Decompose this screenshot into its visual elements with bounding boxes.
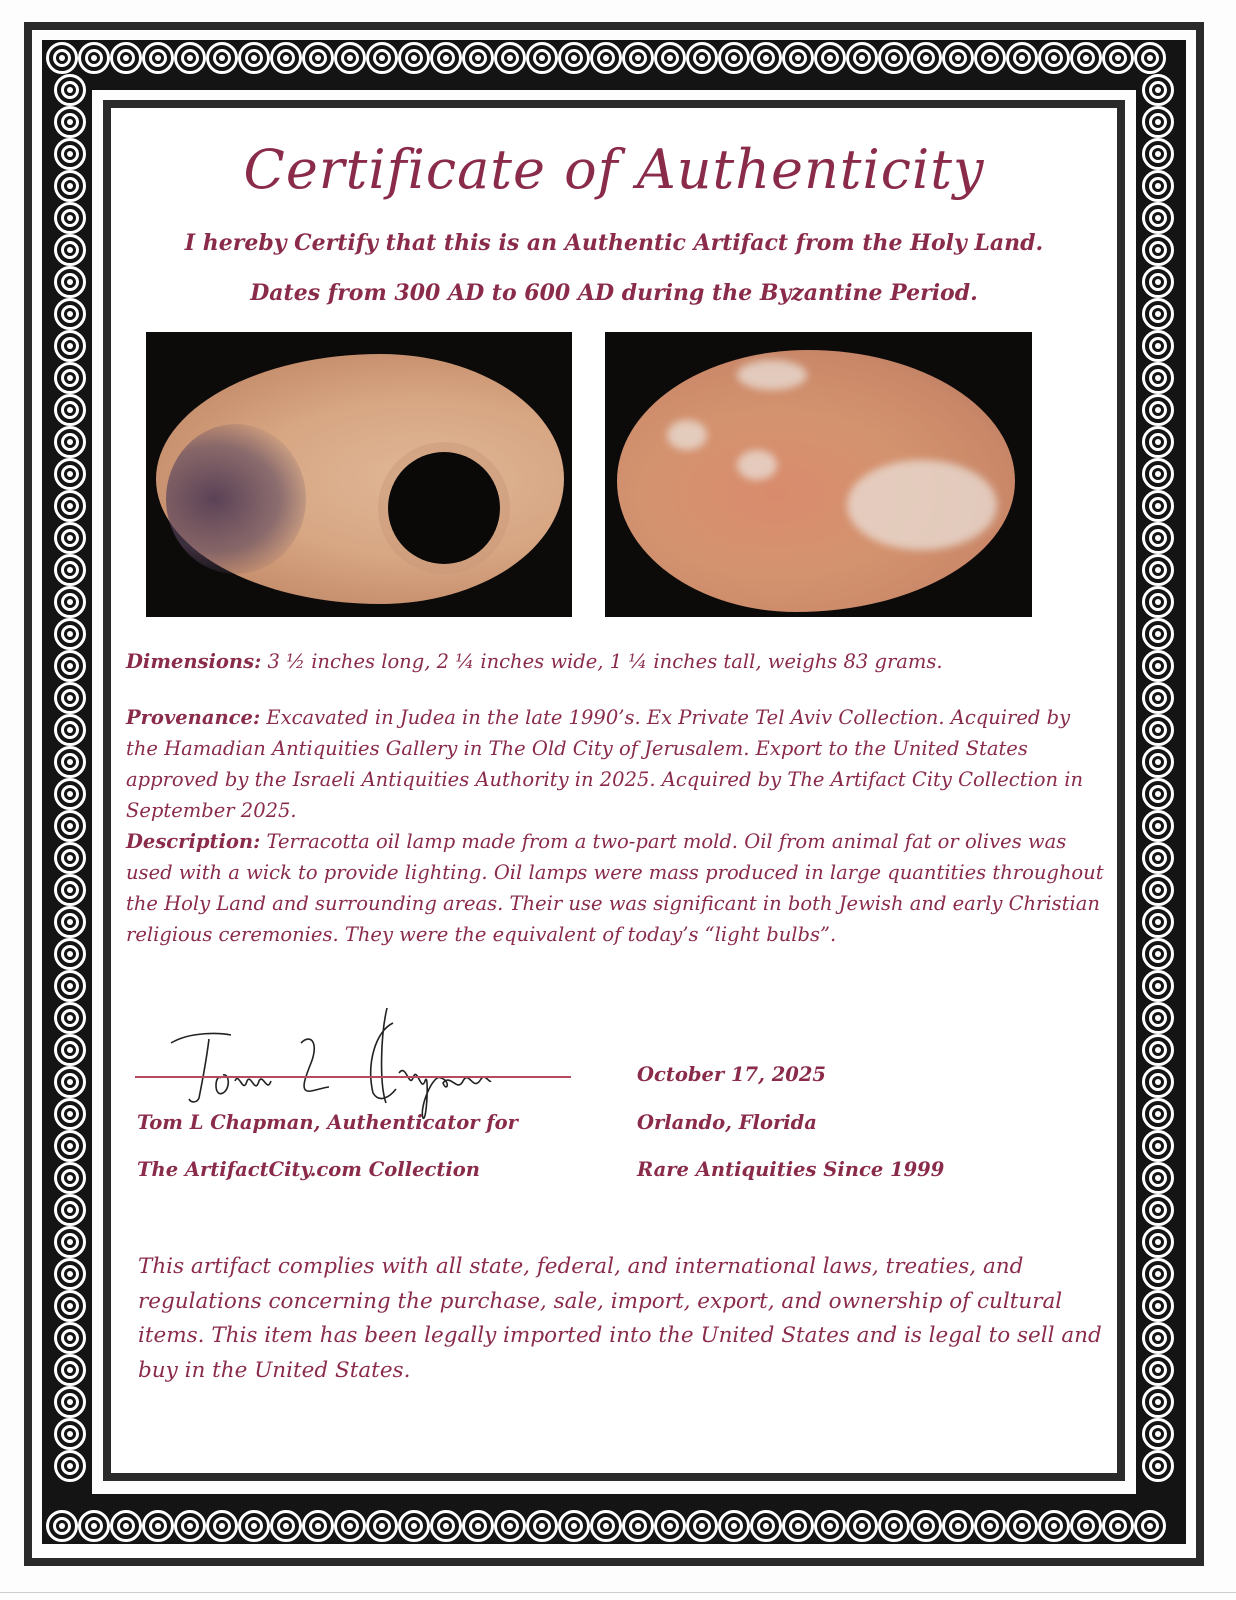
circle-ornament-icon [1142,170,1174,202]
circle-ornament-icon [462,1510,494,1542]
circle-ornament-icon [1142,746,1174,778]
circle-ornament-icon [174,1510,206,1542]
circle-ornament-icon [878,42,910,74]
circle-ornament-icon [398,1510,430,1542]
circle-ornament-icon [1142,202,1174,234]
circle-ornament-icon [270,1510,302,1542]
circle-ornament-icon [1142,298,1174,330]
circle-ornament-icon [1142,906,1174,938]
legal-compliance-statement: This artifact complies with all state, federal, and international laws, treaties, and regulations concerning the purchase, sale, import, export, and ownership of cultural items. This item has been legally imported into the United States and is legal to sell and buy in the United States. [138,1254,1102,1383]
certificate-body [111,108,1117,1473]
circle-ornament-icon [558,42,590,74]
provenance-text: Excavated in Judea in the late 1990’s. Ex Private Tel Aviv Collection. Acquired by the Hamadian Antiquities Gallery in The Old City of Jerusalem. Export to the United States approved by the Israeli Antiquities Authority in 2025. Acquired by The Artifact City Collection in September 2025. [126,706,1084,822]
circle-ornament-icon [1142,714,1174,746]
circle-ornament-icon [526,1510,558,1542]
circle-ornament-icon [1142,426,1174,458]
circle-ornament-icon [334,1510,366,1542]
circle-ornament-icon [1142,842,1174,874]
circle-ornament-icon [1142,330,1174,362]
circle-ornament-icon [1142,874,1174,906]
circle-ornament-icon [54,106,86,138]
circle-ornament-icon [1142,138,1174,170]
circle-ornament-icon [1142,1258,1174,1290]
circle-ornament-icon [1142,1130,1174,1162]
circle-ornament-icon [1142,266,1174,298]
circle-ornament-icon [54,490,86,522]
circle-ornament-icon [590,42,622,74]
soot-stain [166,424,306,574]
circle-ornament-icon [942,42,974,74]
circle-ornament-icon [54,298,86,330]
dimensions-text: 3 ½ inches long, 2 ¼ inches wide, 1 ¼ inches tall, weighs 83 grams. [267,650,943,673]
circle-ornament-icon [846,1510,878,1542]
circle-ornament-icon [686,42,718,74]
circle-ornament-icon [54,938,86,970]
circle-ornament-icon [1142,74,1174,106]
circle-ornament-icon [54,202,86,234]
circle-ornament-icon [782,1510,814,1542]
circle-ornament-icon [302,1510,334,1542]
authenticator-name: Tom L Chapman, Authenticator for [137,1111,518,1134]
circle-ornament-icon [878,1510,910,1542]
provenance-section [126,702,1106,826]
circle-ornament-icon [54,1418,86,1450]
period-statement: Dates from 300 AD to 600 AD during the Byzantine Period. [250,280,978,306]
circle-ornament-icon [1142,650,1174,682]
circle-ornament-icon [54,1290,86,1322]
circle-ornament-icon [334,42,366,74]
circle-ornament-icon [1142,1386,1174,1418]
circle-ornament-icon [54,778,86,810]
circle-ornament-icon [1142,618,1174,650]
circle-ornament-icon [1142,234,1174,266]
circle-ornament-icon [1142,394,1174,426]
circle-ornament-icon [1142,1418,1174,1450]
circle-ornament-icon [910,42,942,74]
certify-statement: I hereby Certify that this is an Authentic Artifact from the Holy Land. [184,230,1044,256]
circle-ornament-icon [54,1450,86,1482]
circle-ornament-icon [1142,1450,1174,1482]
circle-ornament-icon [54,426,86,458]
circle-ornament-icon [54,714,86,746]
circle-ornament-icon [1142,1194,1174,1226]
mineral-deposit [737,360,807,390]
description-label: Description: [126,830,261,853]
circle-ornament-icon [942,1510,974,1542]
handwritten-signature [151,1003,571,1123]
circle-ornament-icon [1102,1510,1134,1542]
mineral-deposit [737,450,777,480]
circle-ornament-icon [718,42,750,74]
circle-ornament-icon [558,1510,590,1542]
circle-ornament-icon [54,554,86,586]
circle-ornament-icon [910,1510,942,1542]
circle-ornament-icon [398,42,430,74]
circle-ornament-icon [462,42,494,74]
circle-ornament-icon [1006,42,1038,74]
circle-ornament-icon [142,42,174,74]
circle-ornament-icon [1142,106,1174,138]
circle-ornament-icon [1142,458,1174,490]
circle-ornament-icon [54,1194,86,1226]
circle-ornament-icon [54,1130,86,1162]
circle-ornament-icon [782,42,814,74]
circle-ornament-icon [974,42,1006,74]
circle-ornament-icon [54,458,86,490]
circle-ornament-icon [590,1510,622,1542]
circle-ornament-icon [686,1510,718,1542]
oil-lamp-image [156,354,564,604]
circle-ornament-icon [1142,1162,1174,1194]
scan-edge-line [0,1592,1236,1593]
circle-ornament-icon [1142,1066,1174,1098]
circle-ornament-icon [718,1510,750,1542]
circle-ornament-icon [54,1322,86,1354]
circle-ornament-icon [54,138,86,170]
circle-pattern-right [1142,74,1174,1482]
circle-ornament-icon [366,42,398,74]
circle-ornament-icon [1134,1510,1166,1542]
circle-ornament-icon [1038,1510,1070,1542]
circle-ornament-icon [54,906,86,938]
circle-ornament-icon [54,234,86,266]
circle-ornament-icon [54,618,86,650]
signature-line [135,1076,571,1078]
circle-ornament-icon [1142,778,1174,810]
circle-ornament-icon [1142,1226,1174,1258]
circle-ornament-icon [54,874,86,906]
circle-ornament-icon [654,42,686,74]
circle-ornament-icon [78,1510,110,1542]
circle-ornament-icon [238,42,270,74]
circle-ornament-icon [46,1510,78,1542]
circle-ornament-icon [974,1510,1006,1542]
circle-ornament-icon [1142,810,1174,842]
circle-ornament-icon [1006,1510,1038,1542]
circle-ornament-icon [1142,1322,1174,1354]
circle-ornament-icon [54,1226,86,1258]
circle-ornament-icon [1142,970,1174,1002]
circle-ornament-icon [1038,42,1070,74]
issue-location: Orlando, Florida [637,1111,817,1134]
circle-ornament-icon [54,74,86,106]
circle-pattern-left [54,74,86,1482]
circle-ornament-icon [622,1510,654,1542]
circle-ornament-icon [238,1510,270,1542]
circle-ornament-icon [1142,938,1174,970]
circle-ornament-icon [1142,1034,1174,1066]
description-section [126,826,1106,950]
circle-pattern-bottom [46,1510,1166,1542]
circle-ornament-icon [54,970,86,1002]
circle-ornament-icon [54,810,86,842]
circle-ornament-icon [54,266,86,298]
circle-ornament-icon [430,1510,462,1542]
circle-ornament-icon [654,1510,686,1542]
circle-ornament-icon [1070,42,1102,74]
circle-ornament-icon [430,42,462,74]
circle-ornament-icon [206,1510,238,1542]
circle-ornament-icon [54,330,86,362]
circle-ornament-icon [54,650,86,682]
circle-ornament-icon [54,842,86,874]
circle-ornament-icon [366,1510,398,1542]
oil-lamp-image [617,350,1015,612]
circle-ornament-icon [142,1510,174,1542]
circle-ornament-icon [54,1002,86,1034]
circle-ornament-icon [846,42,878,74]
circle-ornament-icon [1142,1354,1174,1386]
description-text: Terracotta oil lamp made from a two-part mold. Oil from animal fat or olives was used with a wick to provide lighting. Oil lamps were mass produced in large quantities throughout the Holy Land and surrounding areas. Their use was significant in both Jewish and early Christian religious ceremonies. They were the equivalent of today’s “light bulbs”. [126,830,1104,946]
circle-ornament-icon [750,42,782,74]
circle-ornament-icon [1134,42,1166,74]
circle-ornament-icon [494,42,526,74]
circle-ornament-icon [1142,1290,1174,1322]
circle-ornament-icon [54,1386,86,1418]
circle-ornament-icon [174,42,206,74]
circle-ornament-icon [54,1162,86,1194]
circle-ornament-icon [1102,42,1134,74]
circle-ornament-icon [270,42,302,74]
mineral-deposit [667,420,707,450]
circle-ornament-icon [54,586,86,618]
circle-ornament-icon [1142,1098,1174,1130]
circle-ornament-icon [1142,362,1174,394]
circle-ornament-icon [814,1510,846,1542]
circle-ornament-icon [110,42,142,74]
circle-ornament-icon [814,42,846,74]
dimensions-label: Dimensions: [126,650,262,673]
dimensions-section [126,646,1106,677]
circle-ornament-icon [750,1510,782,1542]
circle-ornament-icon [54,1258,86,1290]
circle-ornament-icon [1142,490,1174,522]
provenance-label: Provenance: [126,706,261,729]
artifact-photo-bottom [605,332,1032,617]
mineral-deposit [847,460,997,550]
circle-ornament-icon [526,42,558,74]
issue-date: October 17, 2025 [637,1063,826,1086]
authenticator-org: The ArtifactCity.com Collection [137,1158,480,1181]
circle-ornament-icon [1142,522,1174,554]
circle-ornament-icon [622,42,654,74]
circle-ornament-icon [54,394,86,426]
circle-ornament-icon [1142,682,1174,714]
circle-ornament-icon [54,1034,86,1066]
circle-ornament-icon [54,1098,86,1130]
certificate-title: Certificate of Authenticity [243,138,985,201]
circle-ornament-icon [54,362,86,394]
filling-hole [388,452,500,564]
circle-ornament-icon [54,746,86,778]
circle-ornament-icon [1142,1002,1174,1034]
circle-ornament-icon [54,1354,86,1386]
circle-ornament-icon [46,42,78,74]
artifact-photo-top [146,332,572,617]
circle-pattern-top [46,42,1166,74]
circle-ornament-icon [78,42,110,74]
circle-ornament-icon [494,1510,526,1542]
circle-ornament-icon [54,1066,86,1098]
circle-ornament-icon [1070,1510,1102,1542]
circle-ornament-icon [110,1510,142,1542]
circle-ornament-icon [54,170,86,202]
circle-ornament-icon [1142,586,1174,618]
circle-ornament-icon [1142,554,1174,586]
circle-ornament-icon [54,522,86,554]
circle-ornament-icon [54,682,86,714]
company-tagline: Rare Antiquities Since 1999 [637,1158,945,1181]
circle-ornament-icon [302,42,334,74]
circle-ornament-icon [206,42,238,74]
